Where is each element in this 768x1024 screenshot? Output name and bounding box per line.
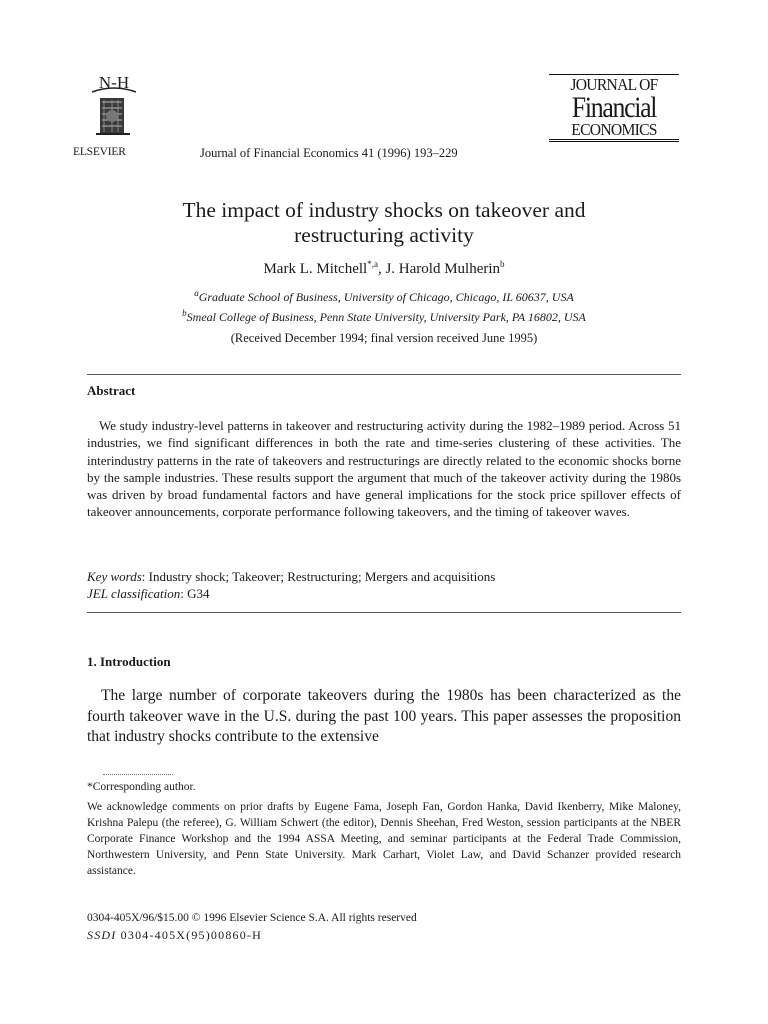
affiliation-text: Graduate School of Business, University of Chicago, Chicago, IL 60637, USA [198, 290, 574, 304]
abstract-text: We study industry-level patterns in takeover and restructuring activity during the 1982–1989 period. Across 51 industries, we find significant differences in both the rate and time-series clustering of these activities. The interindustry patterns in the rate of takeovers and restructurings are directly related to the economic shocks borne by the sample industries. These results support the argument that much of the takeover activity during the 1980s was driven by broad fundamental factors and have general implications for the stock price spillover effects of takeover announcements, corporate performance following takeovers, and the timing of takeover waves. [87, 418, 681, 520]
divider [87, 374, 681, 375]
publisher-name: ELSEVIER [73, 146, 126, 158]
divider [87, 612, 681, 613]
author-name: Mark L. Mitchell [263, 261, 368, 277]
journal-logo-line3: ECONOMICS [571, 120, 657, 139]
author-marks: *,a [367, 259, 378, 269]
author-marks: b [500, 259, 505, 269]
keywords [87, 569, 495, 585]
abstract-heading: Abstract [87, 383, 136, 398]
acknowledgments: We acknowledge comments on prior drafts by Eugene Fama, Joseph Fan, Gordon Hanka, David Ikenberry, Mike Maloney, Krishna Palepu (the referee), G. William Schwert (the editor), Dennis Sheehan, Fred Weston, session participants at the NBER Corporate Finance Workshop and the 1994 ASSA Meeting, and seminar participants at the Federal Trade Commission, Northwestern University, and Penn State University. Mark Carhart, Violet Law, and David Schanzer provided research assistance. [87, 801, 681, 877]
paper-title [60, 198, 708, 248]
publisher-logo-text: N-H [98, 73, 130, 92]
footnote-rule [103, 774, 173, 775]
author-list [60, 259, 708, 278]
jel-label: JEL classification [87, 586, 181, 601]
ssdi-label: SSDI [87, 928, 117, 942]
journal-logo-line2: Financial [571, 91, 657, 124]
keywords-text: : Industry shock; Takeover; Restructuring; Mergers and acquisitions [141, 569, 496, 584]
corresponding-author-note: *Corresponding author. [87, 781, 196, 793]
affiliations [60, 285, 708, 325]
affiliation-mark: a [194, 288, 199, 298]
section-heading: 1. Introduction [87, 654, 171, 669]
jel-code: : G34 [180, 586, 210, 601]
author-name: J. Harold Mulherin [385, 261, 501, 277]
journal-logo [549, 74, 679, 162]
ssdi-line [87, 928, 262, 943]
paper-title-line1: The impact of industry shocks on takeover and [182, 198, 586, 222]
copyright-line: 0304-405X/96/$15.00 © 1996 Elsevier Science S.A. All rights reserved [87, 912, 417, 924]
keywords-label: Key words [87, 569, 142, 584]
intro-text: The large number of corporate takeovers during the 1980s has been characterized as the fourth takeover wave in the U.S. during the past 100 years. This paper assesses the proposition that industry shocks contribute to the extensive [87, 687, 681, 745]
affiliation-a [60, 285, 708, 305]
author-separator: , [377, 261, 386, 277]
paper-title-line2: restructuring activity [294, 223, 474, 247]
ssdi-code: 0304-405X(95)00860-H [116, 928, 262, 942]
affiliation-mark: b [182, 308, 187, 318]
journal-citation: Journal of Financial Economics 41 (1996) 193–229 [200, 146, 458, 160]
journal-logo-line1: JOURNAL OF [570, 75, 658, 94]
jel-classification [87, 586, 210, 602]
received-dates: (Received December 1994; final version received June 1995) [230, 331, 538, 345]
affiliation-text: Smeal College of Business, Penn State University, University Park, PA 16802, USA [186, 310, 586, 324]
publisher-logo [84, 72, 144, 142]
affiliation-b [60, 305, 708, 325]
